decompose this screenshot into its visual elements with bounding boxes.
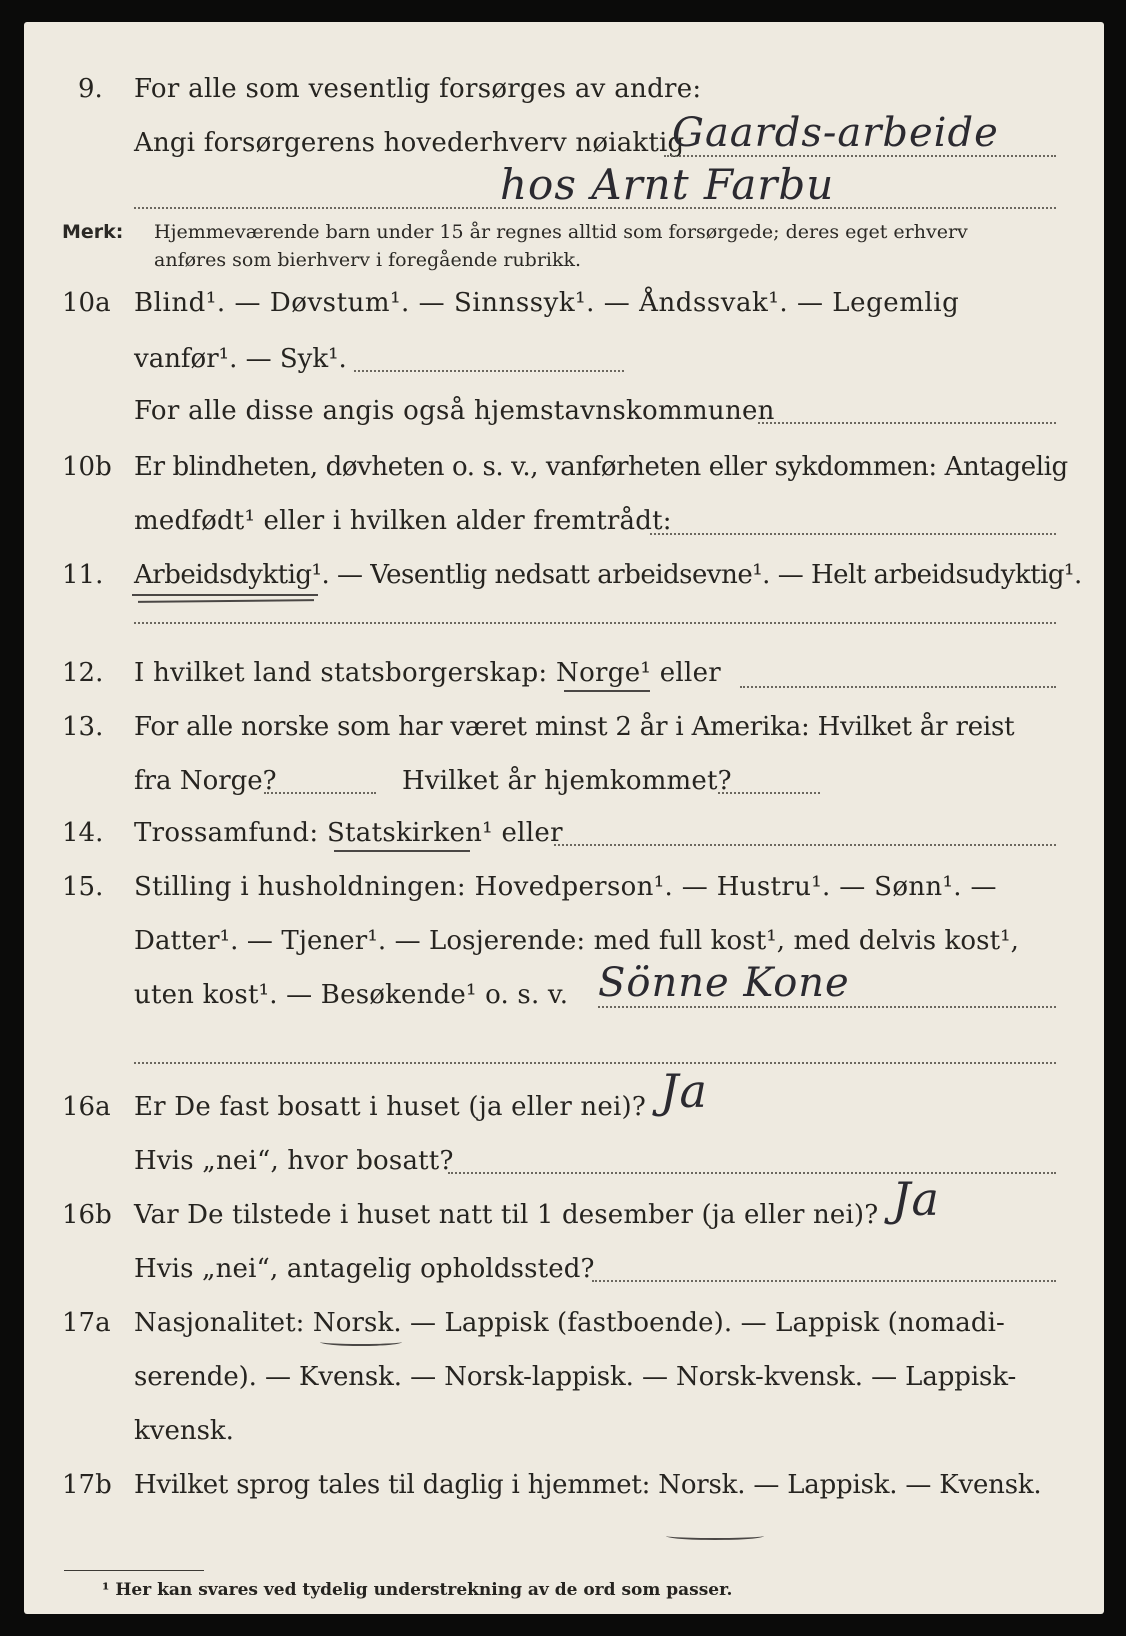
q14-line1: Trossamfund: Statskirken¹ eller: [134, 818, 563, 848]
q17b-underline-norsk: [666, 1532, 764, 1540]
q10a-answer-line-1: [354, 370, 624, 372]
q9-line2: Angi forsørgerens hovederhverv nøiaktig: [134, 128, 685, 158]
q14-number: 14.: [62, 818, 104, 848]
q9-answer-handwriting-1: Gaards-arbeide: [672, 110, 999, 156]
q10b-line1: Er blindheten, døvheten o. s. v., vanførheten eller sykdommen: Antagelig: [134, 452, 1068, 482]
q13-number: 13.: [62, 712, 104, 742]
q17a-line1: Nasjonalitet: Norsk. — Lappisk (fastboende). — Lappisk (nomadi-: [134, 1308, 1005, 1338]
q15-answer-handwriting: Sönne Kone: [598, 960, 850, 1006]
q17a-line2: serende). — Kvensk. — Norsk-lappisk. — Norsk-kvensk. — Lappisk-: [134, 1362, 1017, 1392]
q15-answer-line-2: [134, 1062, 1056, 1064]
q17b-line1: Hvilket sprog tales til daglig i hjemmet: Norsk. — Lappisk. — Kvensk.: [134, 1470, 1042, 1500]
q16b-answer-line: [592, 1280, 1056, 1282]
q15-line3: uten kost¹. — Besøkende¹ o. s. v.: [134, 980, 569, 1010]
q16b-line2: Hvis „nei“, antagelig opholdssted?: [134, 1254, 595, 1284]
q15-number: 15.: [62, 872, 104, 902]
q13-reist-answer-line: [264, 792, 376, 794]
merk-line1: Hjemmeværende barn under 15 år regnes alltid som forsørgede; deres eget erhverv: [154, 221, 968, 243]
q17a-line3: kvensk.: [134, 1416, 234, 1446]
q12-underline-norge: [564, 690, 650, 692]
q16a-answer-line: [448, 1172, 1056, 1174]
q17a-underline-norsk: [320, 1338, 402, 1346]
q12-answer-line: [740, 686, 1056, 688]
footnote-rule: [64, 1570, 204, 1571]
merk-line2: anføres som bierhverv i foregående rubrikk.: [154, 249, 582, 271]
q10a-line3: For alle disse angis også hjemstavnskommunen: [134, 396, 775, 426]
q13-line1: For alle norske som har været minst 2 år i Amerika: Hvilket år reist: [134, 712, 1015, 742]
q14-underline-statskirken: [334, 850, 470, 852]
q9-line1: For alle som vesentlig forsørges av andre:: [134, 74, 702, 104]
q10a-number: 10a: [62, 288, 111, 318]
q10b-number: 10b: [62, 452, 112, 482]
q14-answer-line: [554, 844, 1056, 846]
q16a-number: 16a: [62, 1092, 111, 1122]
q12-number: 12.: [62, 658, 104, 688]
q11-answer-line: [134, 622, 1056, 624]
footnote: ¹ Her kan svares ved tydelig understrekning av de ord som passer.: [102, 1580, 733, 1600]
q10b-line2: medfødt¹ eller i hvilken alder fremtrådt:: [134, 506, 672, 536]
q16b-line1: Var De tilstede i huset natt til 1 desember (ja eller nei)?: [134, 1200, 879, 1230]
q10b-answer-line: [650, 533, 1056, 535]
q15-answer-line-1: [598, 1006, 1056, 1008]
q17a-number: 17a: [62, 1308, 111, 1338]
q11-underline-arbeidsdyktig: [132, 594, 318, 596]
q13-line2a: fra Norge?: [134, 766, 277, 796]
q16a-answer-handwriting: Ja: [660, 1064, 708, 1118]
q9-number: 9.: [78, 74, 103, 104]
merk-label: Merk:: [62, 221, 124, 243]
census-form-page: [24, 22, 1104, 1614]
q13-hjemkommet-answer-line: [718, 792, 820, 794]
q10a-line2: vanfør¹. — Syk¹.: [134, 344, 347, 374]
q11-number: 11.: [62, 560, 104, 590]
q10a-answer-line-2: [758, 422, 1056, 424]
q11-underline-arbeidsdyktig-2: [138, 599, 314, 603]
q12-line1: I hvilket land statsborgerskap: Norge¹ eller: [134, 658, 722, 688]
q16a-line2: Hvis „nei“, hvor bosatt?: [134, 1146, 454, 1176]
q15-line1: Stilling i husholdningen: Hovedperson¹. — Hustru¹. — Sønn¹. —: [134, 872, 997, 902]
q17b-number: 17b: [62, 1470, 112, 1500]
q10a-line1: Blind¹. — Døvstum¹. — Sinnssyk¹. — Åndssvak¹. — Legemlig: [134, 288, 960, 318]
q11-line1: Arbeidsdyktig¹. — Vesentlig nedsatt arbeidsevne¹. — Helt arbeidsudyktig¹.: [134, 560, 1082, 590]
q16a-line1: Er De fast bosatt i huset (ja eller nei)?: [134, 1092, 646, 1122]
q9-answer-handwriting-2: hos Arnt Farbu: [500, 160, 835, 209]
q13-line2b: Hvilket år hjemkommet?: [402, 766, 732, 796]
q15-line2: Datter¹. — Tjener¹. — Losjerende: med full kost¹, med delvis kost¹,: [134, 926, 1020, 956]
q16b-number: 16b: [62, 1200, 112, 1230]
q16b-answer-handwriting: Ja: [892, 1172, 940, 1226]
